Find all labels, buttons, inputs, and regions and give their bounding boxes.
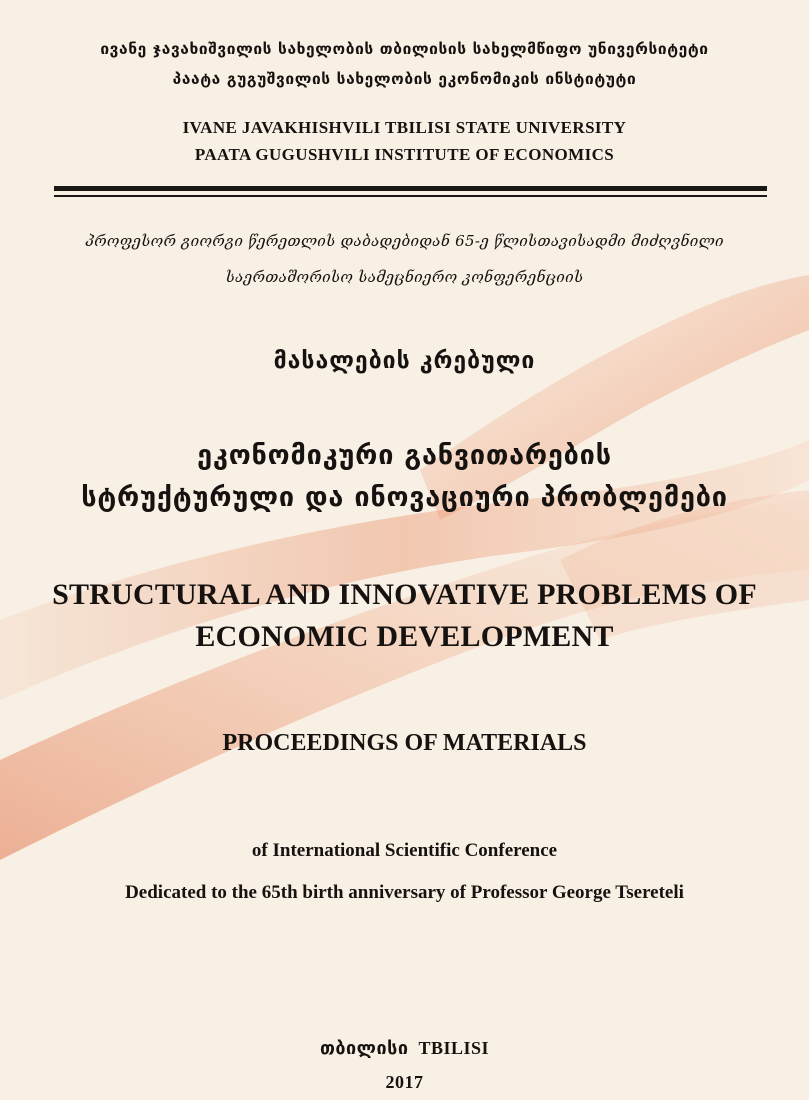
- publication-year: 2017: [385, 1072, 424, 1092]
- title-english-line-2: ECONOMIC DEVELOPMENT: [195, 620, 614, 653]
- institute-name-english: PAATA GUGUSHVILI INSTITUTE OF ECONOMICS: [194, 145, 615, 164]
- university-name-english: IVANE JAVAKHISHVILI TBILISI STATE UNIVERSITY: [182, 118, 627, 137]
- conference-dedication-georgian: პროფესორ გიორგი წერეთლის დაბადებიდან 65-ე წლისთავისადმი მიძღვნილი: [85, 232, 724, 250]
- city-english: TBILISI: [418, 1038, 490, 1058]
- title-georgian-line-2: სტრუქტურული და ინოვაციური პრობლემები: [81, 482, 728, 513]
- proceedings-label: PROCEEDINGS OF MATERIALS: [222, 730, 587, 756]
- conference-line-english: of International Scientific Conference: [251, 840, 558, 861]
- conference-type-georgian: საერთაშორისო სამეცნიერო კონფერენციის: [225, 268, 584, 286]
- institute-name-georgian: პაატა გუგუშვილის სახელობის ეკონომიკის ინსტიტუტი: [172, 70, 637, 88]
- title-english-line-1: STRUCTURAL AND INNOVATIVE PROBLEMS OF: [52, 578, 757, 611]
- collection-label-georgian: მასალების კრებული: [273, 348, 536, 374]
- city-georgian: თბილისი: [319, 1038, 409, 1059]
- publication-city: [0, 1038, 809, 1059]
- header-divider-thick: [54, 186, 767, 191]
- title-georgian-line-1: ეკონომიკური განვითარების: [197, 440, 612, 471]
- dedication-line-english: Dedicated to the 65th birth anniversary of Professor George Tsereteli: [125, 882, 684, 903]
- header-divider-thin: [54, 195, 767, 197]
- university-name-georgian: ივანე ჯავახიშვილის სახელობის თბილისის სახელმწიფო უნივერსიტეტი: [100, 40, 709, 58]
